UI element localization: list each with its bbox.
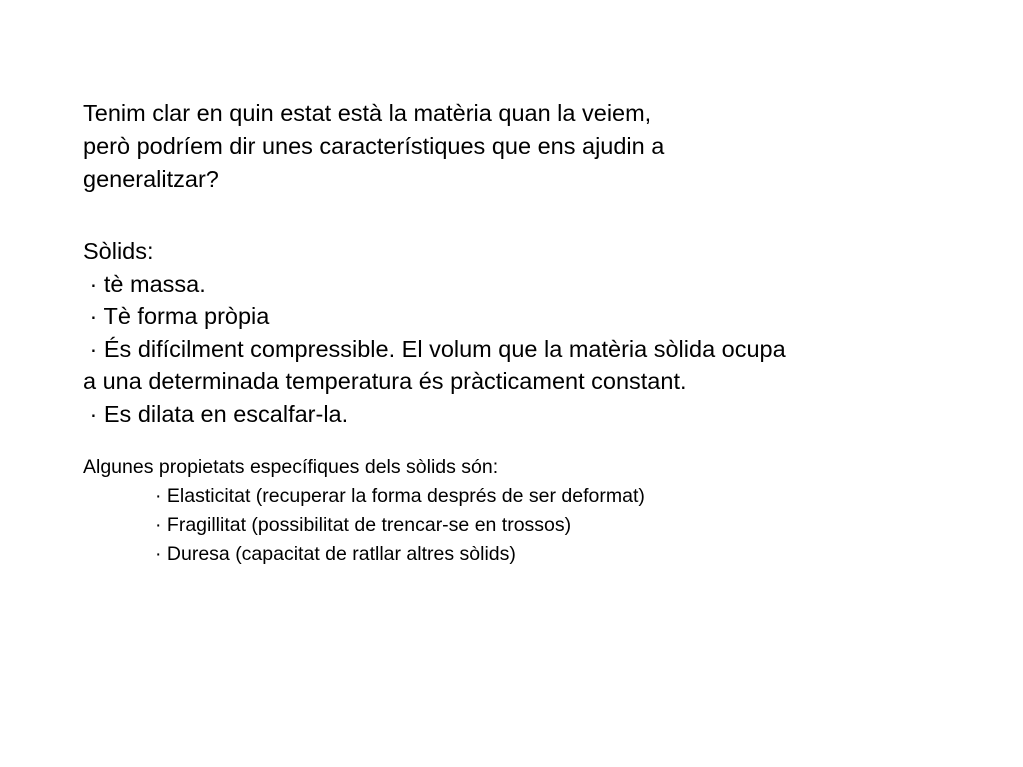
intro-line: però podríem dir unes característiques que ens ajudin a xyxy=(83,133,665,159)
solids-item-compressibility-continued: a una determinada temperatura és pràcticament constant. xyxy=(83,368,687,394)
property-item-fragility: · Fragillitat (possibilitat de trencar-se en trossos) xyxy=(155,514,572,536)
solids-item-shape: · Tè forma pròpia xyxy=(83,303,270,329)
property-item-hardness: · Duresa (capacitat de ratllar altres sòlids) xyxy=(155,543,516,565)
solids-item-compressibility: · És difícilment compressible. El volum que la matèria sòlida ocupa xyxy=(83,335,786,362)
solids-section xyxy=(83,235,983,430)
solids-item-mass: · tè massa. xyxy=(83,270,206,297)
solids-heading: Sòlids: xyxy=(83,238,154,264)
solids-item-dilation: · Es dilata en escalfar-la. xyxy=(83,400,349,427)
intro-line: Tenim clar en quin estat està la matèria quan la veiem, xyxy=(83,100,652,126)
properties-heading: Algunes propietats específiques dels sòlids són: xyxy=(83,456,499,478)
intro-line: generalitzar? xyxy=(83,166,219,192)
properties-section xyxy=(83,453,983,569)
property-item-elasticity: · Elasticitat (recuperar la forma després de ser deformat) xyxy=(155,485,645,507)
intro-paragraph xyxy=(83,97,963,196)
